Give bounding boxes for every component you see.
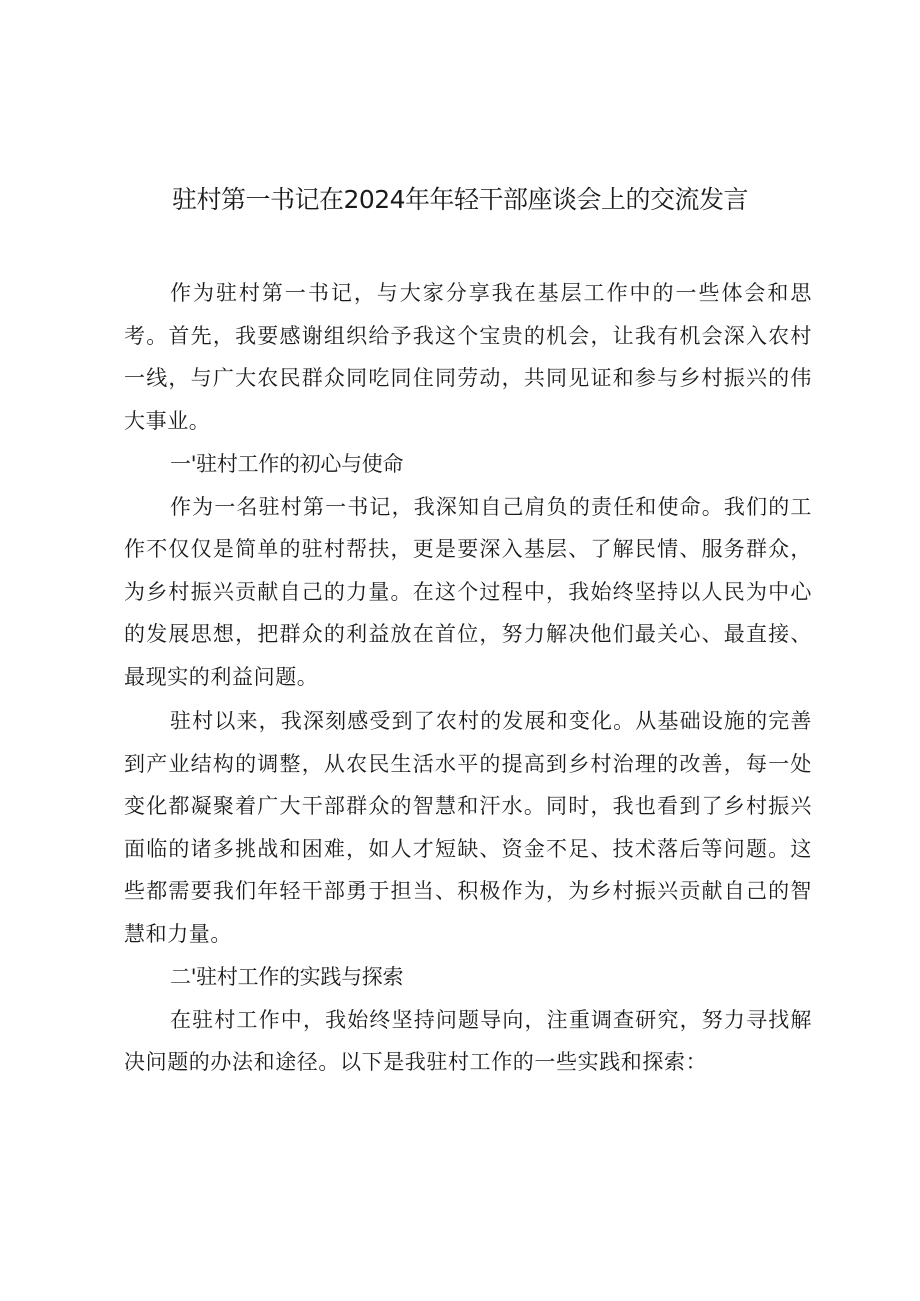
section-1-paragraph-1: 作为一名驻村第一书记，我深知自己肩负的责任和使命。我们的工作不仅仅是简单的驻村帮扶，更是要深入基层、了解民情、服务群众，为乡村振兴贡献自己的力量。在这个过程中，我始终坚持以人民为中心的发展思想，把群众的利益放在首位，努力解决他们最关心、最直接、最现实的利益问题。: [124, 494, 812, 689]
document-title: 驻村第一书记在2024年年轻干部座谈会上的交流发言: [171, 185, 749, 214]
document-body: [124, 272, 812, 1084]
section-2-paragraph-1: 在驻村工作中，我始终坚持问题导向，注重调查研究，努力寻找解决问题的办法和途径。以下是我驻村工作的一些实践和探索：: [124, 1007, 812, 1074]
section-2-heading: 二'驻村工作的实践与探索: [170, 965, 404, 989]
section-1-paragraph-2: 驻村以来，我深刻感受到了农村的发展和变化。从基础设施的完善到产业结构的调整，从农民生活水平的提高到乡村治理的改善，每一处变化都凝聚着广大干部群众的智慧和汗水。同时，我也看到了乡村振兴面临的诸多挑战和困难，如人才短缺、资金不足、技术落后等问题。这些都需要我们年轻干部勇于担当、积极作为，为乡村振兴贡献自己的智慧和力量。: [124, 709, 812, 946]
intro-paragraph: 作为驻村第一书记，与大家分享我在基层工作中的一些体会和思考。首先，我要感谢组织给予我这个宝贵的机会，让我有机会深入农村一线，与广大农民群众同吃同住同劳动，共同见证和参与乡村振兴的伟大事业。: [124, 281, 812, 433]
section-1-heading: 一'驻村工作的初心与使命: [170, 452, 404, 476]
